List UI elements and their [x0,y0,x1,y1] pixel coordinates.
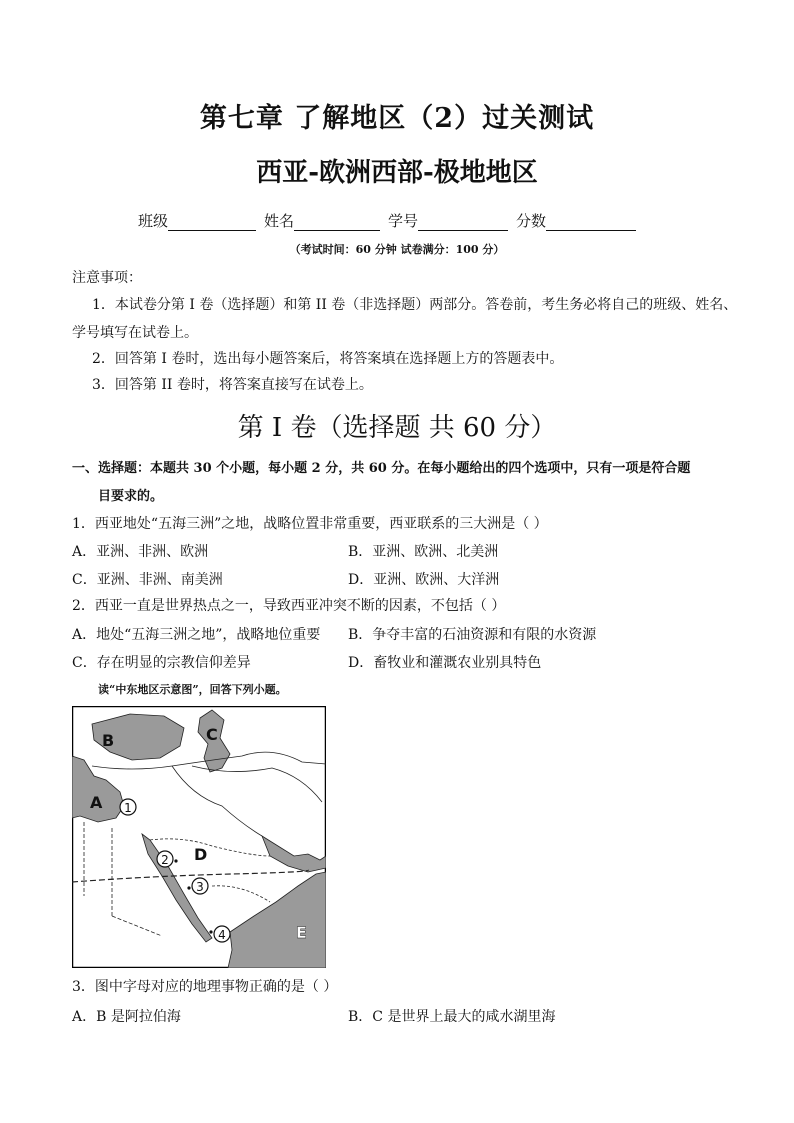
map-label-d: D [194,845,208,864]
marker-2-label: 2 [161,853,169,867]
name-label: 姓名 [264,212,295,230]
question-3-option-a[interactable]: A．B 是阿拉伯海 [72,1009,181,1025]
map-label-b: B [102,731,115,750]
question-1-option-b[interactable]: B．亚洲、欧洲、北美洲 [348,544,499,560]
student-id-blank[interactable] [418,214,508,231]
question-1-option-c[interactable]: C．亚洲、非洲、南美洲 [72,572,223,588]
student-id-field[interactable] [388,210,508,231]
marker-4-label: 4 [218,928,226,942]
note-item-1-line-1: 1．本试卷分第 I 卷（选择题）和第 II 卷（非选择题）两部分。答卷前，考生务必将自己的班级、姓名、 [92,297,738,313]
note-item-2: 2．回答第 I 卷时，选出每小题答案后，将答案填在选择题上方的答题表中。 [92,351,564,367]
document-title: 第七章 了解地区（2）过关测试 [199,103,595,134]
student-id-label: 学号 [388,212,419,230]
map-caption: 读“中东地区示意图”，回答下列小题。 [98,683,287,696]
score-field[interactable] [516,210,636,231]
class-blank[interactable] [168,214,256,231]
question-2-option-a[interactable]: A．地处“五海三洲之地”，战略地位重要 [72,627,321,643]
question-3-option-b[interactable]: B．C 是世界上最大的咸水湖里海 [348,1009,556,1025]
question-2-option-c[interactable]: C．存在明显的宗教信仰差异 [72,655,251,671]
section-instruction-line-1: 一、选择题：本题共 30 个小题，每小题 2 分，共 60 分。在每小题给出的四个选项中，只有一项是符合题 [72,461,691,476]
question-1-option-d[interactable]: D．亚洲、欧洲、大洋洲 [348,572,500,588]
document-subtitle: 西亚-欧洲西部-极地地区 [256,158,538,188]
note-item-3: 3．回答第 II 卷时，将答案直接写在试卷上。 [92,377,373,393]
section-instruction-line-2: 目要求的。 [98,489,164,504]
name-field[interactable] [264,210,380,231]
map-label-e: E [296,923,307,942]
question-2-option-d[interactable]: D．畜牧业和灌溉农业别具特色 [348,655,542,671]
question-2-option-b[interactable]: B．争夺丰富的石油资源和有限的水资源 [348,627,597,643]
notes-heading: 注意事项： [72,270,142,286]
question-3-stem: 3．图中字母对应的地理事物正确的是（ ） [72,979,338,995]
question-2-stem: 2．西亚一直是世界热点之一，导致西亚冲突不断的因素，不包括（ ） [72,598,506,614]
student-info-line [138,210,644,231]
note-item-1-line-2: 学号填写在试卷上。 [72,325,198,341]
section-title: 第 I 卷（选择题 共 60 分） [237,413,557,443]
score-label: 分数 [516,212,547,230]
marker-4-dot [209,930,212,933]
marker-1-label: 1 [124,801,132,815]
score-blank[interactable] [546,214,636,231]
map-label-a: A [90,793,103,812]
class-field[interactable] [138,210,256,231]
middle-east-map [72,706,326,968]
name-blank[interactable] [294,214,380,231]
marker-3-dot [187,886,190,889]
exam-info: （考试时间：60 分钟 试卷满分：100 分） [289,243,505,256]
class-label: 班级 [138,212,169,230]
marker-3-label: 3 [196,880,204,894]
question-1-stem: 1．西亚地处“五海三洲”之地，战略位置非常重要，西亚联系的三大洲是（ ） [72,516,548,532]
map-label-c: C [206,725,218,744]
question-1-option-a[interactable]: A．亚洲、非洲、欧洲 [72,544,209,560]
marker-2-dot [174,859,177,862]
